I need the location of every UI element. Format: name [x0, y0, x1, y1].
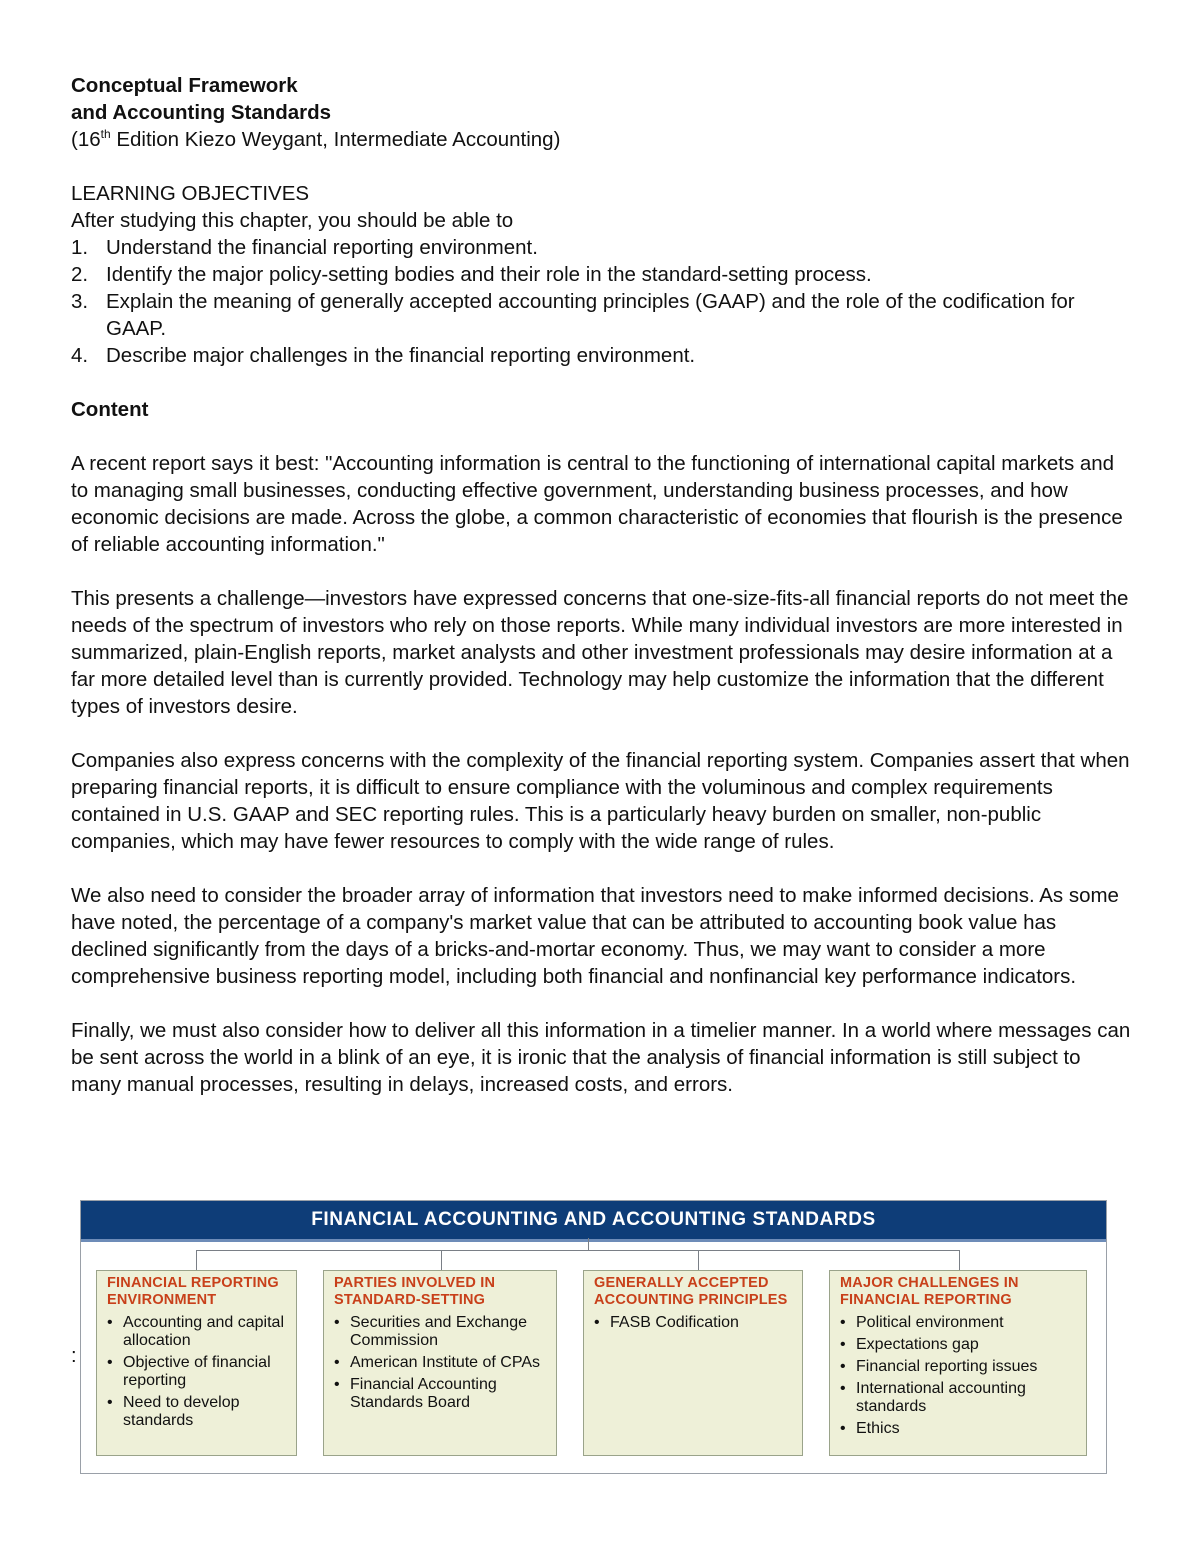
- connector-drop: [441, 1250, 442, 1270]
- box-item: • Objective of financial reporting: [107, 1354, 288, 1390]
- diagram-header: FINANCIAL ACCOUNTING AND ACCOUNTING STANDARDS: [81, 1201, 1106, 1242]
- box-parties-involved: [323, 1270, 557, 1456]
- box-item: • American Institute of CPAs: [334, 1354, 548, 1372]
- box-item: • Expectations gap: [840, 1336, 1078, 1354]
- box-item: • Accounting and capital allocation: [107, 1314, 288, 1350]
- objective-item: 1. Understand the financial reporting environment.: [71, 236, 538, 259]
- box-item: • Financial Accounting Standards Board: [334, 1376, 548, 1412]
- connector-trunk: [588, 1238, 589, 1250]
- box-item: • International accounting standards: [840, 1380, 1078, 1416]
- box-item: • Need to develop standards: [107, 1394, 288, 1430]
- box-financial-reporting-environment: [96, 1270, 297, 1456]
- box-item: • Ethics: [840, 1420, 1078, 1438]
- box-item-list: [334, 1314, 548, 1412]
- document-title-line1: Conceptual Framework: [71, 74, 298, 97]
- box-gaap: [583, 1270, 803, 1456]
- connector-bar: [196, 1250, 960, 1251]
- connector-drop: [959, 1250, 960, 1270]
- box-title: MAJOR CHALLENGES IN FINANCIAL REPORTING: [840, 1275, 1019, 1308]
- content-heading: Content: [71, 398, 149, 421]
- objectives-list: [71, 234, 1131, 369]
- box-item: • Financial reporting issues: [840, 1358, 1078, 1376]
- content-paragraph: Companies also express concerns with the complexity of the financial reporting system. Companies assert that when preparing financial reports, it is difficult to ensure compliance with the voluminous and complex requirements contained in U.S. GAAP and SEC reporting rules. This is a particularly heavy burden on smaller, non-public companies, which may have fewer resources to comply with the wide range of rules.: [71, 749, 1130, 853]
- box-item: • Political environment: [840, 1314, 1078, 1332]
- box-title: PARTIES INVOLVED IN STANDARD-SETTING: [334, 1275, 496, 1308]
- box-title: GENERALLY ACCEPTED ACCOUNTING PRINCIPLES: [594, 1275, 788, 1308]
- connector-drop: [698, 1250, 699, 1270]
- document-subtitle: (16th Edition Kiezo Weygant, Intermediate Accounting): [71, 127, 561, 151]
- objective-item: 3. Explain the meaning of generally accepted accounting principles (GAAP) and the role of the codification for GAAP.: [71, 290, 1075, 340]
- stray-colon: :: [71, 1345, 77, 1367]
- box-item: • FASB Codification: [594, 1314, 794, 1332]
- content-paragraph: Finally, we must also consider how to deliver all this information in a timelier manner. In a world where messages can be sent across the world in a blink of an eye, it is ironic that the analysis of financial information is still subject to many manual processes, resulting in delays, increased costs, and errors.: [71, 1019, 1131, 1096]
- objectives-intro: After studying this chapter, you should be able to: [71, 209, 514, 232]
- objective-item: 4. Describe major challenges in the financial reporting environment.: [71, 344, 696, 367]
- box-item-list: [840, 1314, 1078, 1438]
- box-title: FINANCIAL REPORTING ENVIRONMENT: [107, 1275, 279, 1308]
- objectives-heading: LEARNING OBJECTIVES: [71, 182, 310, 205]
- content-paragraph: This presents a challenge—investors have expressed concerns that one-size-fits-all financial reports do not meet the needs of the spectrum of investors who rely on those reports. While many individual investors are more interested in summarized, plain-English reports, market analysts and other investment professionals may desire information at a far more detailed level than is currently provided. Technology may help customize the information that the different types of investors desire.: [71, 587, 1129, 718]
- document-body: [71, 72, 1131, 1125]
- connector-drop: [196, 1250, 197, 1270]
- box-item: • Securities and Exchange Commission: [334, 1314, 548, 1350]
- objective-item: 2. Identify the major policy-setting bodies and their role in the standard-setting process.: [71, 263, 872, 286]
- content-paragraph: We also need to consider the broader array of information that investors need to make informed decisions. As some have noted, the percentage of a company's market value that can be attributed to accounting book value has declined significantly from the days of a bricks-and-mortar economy. Thus, we may want to consider a more comprehensive business reporting model, including both financial and nonfinancial key performance indicators.: [71, 884, 1119, 988]
- document-title-line2: and Accounting Standards: [71, 101, 332, 124]
- box-item-list: [594, 1314, 794, 1332]
- content-paragraph: A recent report says it best: "Accounting information is central to the functioning of international capital markets and to managing small businesses, conducting effective government, understanding business processes, and how economic decisions are made. Across the globe, a common characteristic of economies that flourish is the presence of reliable accounting information.": [71, 452, 1123, 556]
- box-item-list: [107, 1314, 288, 1430]
- box-major-challenges: [829, 1270, 1087, 1456]
